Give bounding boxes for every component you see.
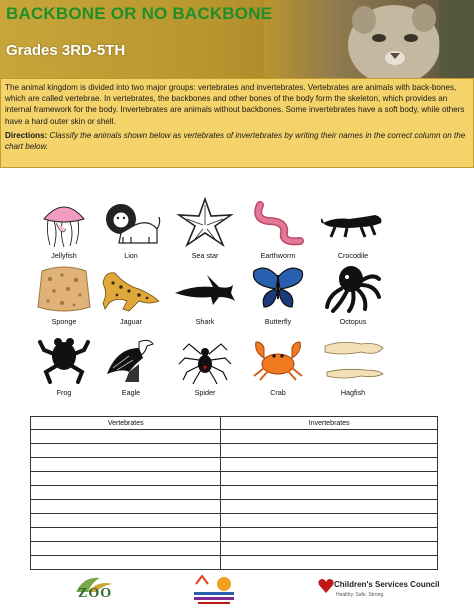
- jaguar-icon: [99, 263, 163, 315]
- table-row: [31, 458, 438, 472]
- table-row: [31, 486, 438, 500]
- eagle-icon: [99, 334, 163, 386]
- vertebrates-header: Vertebrates: [31, 417, 221, 430]
- childrens-services-council-logo: [318, 576, 440, 608]
- animal-card: [163, 197, 247, 267]
- animal-label: Lion: [124, 251, 138, 260]
- directions-label: Directions:: [5, 130, 48, 140]
- invertebrate-cell[interactable]: [221, 458, 438, 472]
- animal-card: [311, 197, 395, 267]
- invertebrate-cell[interactable]: [221, 528, 438, 542]
- table-row: [31, 500, 438, 514]
- animal-label: Hagfish: [340, 388, 366, 397]
- octopus-icon: [321, 263, 385, 315]
- invertebrate-cell[interactable]: [221, 514, 438, 528]
- animal-card: [236, 197, 320, 267]
- vertebrate-cell[interactable]: [31, 528, 221, 542]
- invertebrate-cell[interactable]: [221, 472, 438, 486]
- vertebrate-cell[interactable]: [31, 514, 221, 528]
- animal-label: Frog: [56, 388, 72, 397]
- zoo-wordmark: ZOO: [78, 586, 113, 601]
- table-row: [31, 514, 438, 528]
- hagfish-icon: [321, 334, 385, 386]
- butterfly-icon: [246, 263, 310, 315]
- table-row: [31, 430, 438, 444]
- animal-card: [89, 263, 173, 333]
- vertebrate-cell[interactable]: [31, 458, 221, 472]
- table-row: [31, 556, 438, 570]
- animal-card: [311, 263, 395, 333]
- invertebrates-header: Invertebrates: [221, 417, 438, 430]
- csc-name: Children's Services Council: [334, 580, 440, 589]
- animal-card: [311, 334, 395, 404]
- table-row: [31, 472, 438, 486]
- classification-chart: [30, 416, 438, 570]
- frog-icon: [32, 334, 96, 386]
- animal-label: Sponge: [51, 317, 77, 326]
- page-title: BACKBONE OR NO BACKBONE: [6, 4, 273, 23]
- animal-card: [89, 197, 173, 267]
- animal-label: Sea star: [191, 251, 219, 260]
- animal-label: Crocodile: [337, 251, 369, 260]
- crocodile-icon: [321, 197, 385, 249]
- animal-card: [89, 334, 173, 404]
- animal-label: Eagle: [121, 388, 141, 397]
- intro-box: [0, 78, 474, 168]
- invertebrate-cell[interactable]: [221, 444, 438, 458]
- animal-label: Spider: [194, 388, 216, 397]
- table-row: [31, 528, 438, 542]
- vertebrate-cell[interactable]: [31, 556, 221, 570]
- panther-photo-icon: [264, 0, 474, 78]
- animal-label: Shark: [195, 317, 215, 326]
- table-row: [31, 444, 438, 458]
- intro-paragraph: The animal kingdom is divided into two major groups: vertebrates and invertebrates. Vertebrates are animals with back-bones, which are called vertebrae. In vertebrates, the backbones and other bones of the body form the skeleton, which provides an internal framework for the body. Invertebrates are animals without backbones. Some invertebrates have a soft body, while others have a hard outer skin or shell.: [5, 83, 465, 126]
- invertebrate-cell[interactable]: [221, 486, 438, 500]
- sea-star-icon: [173, 197, 237, 249]
- zoo-logo: [70, 574, 116, 608]
- invertebrate-cell[interactable]: [221, 556, 438, 570]
- invertebrate-cell[interactable]: [221, 430, 438, 444]
- directions: [5, 130, 469, 152]
- animal-label: Jaguar: [120, 317, 142, 326]
- directions-text: Classify the animals shown below as vertebrates of invertebrates by writing their names in the correct column on the chart below.: [5, 130, 466, 152]
- animal-label: Jellyfish: [51, 251, 77, 260]
- chart-header-row: [31, 417, 438, 430]
- spider-icon: [173, 334, 237, 386]
- header-banner: [0, 0, 474, 78]
- table-row: [31, 542, 438, 556]
- animal-card: [236, 334, 320, 404]
- animal-label: Octopus: [339, 317, 367, 326]
- vertebrate-cell[interactable]: [31, 500, 221, 514]
- lion-icon: [99, 197, 163, 249]
- vertebrate-cell[interactable]: [31, 486, 221, 500]
- animal-label: Butterfly: [264, 317, 292, 326]
- csc-tagline: Healthy. Safe. Strong.: [336, 592, 385, 598]
- vertebrate-cell[interactable]: [31, 542, 221, 556]
- vertebrate-cell[interactable]: [31, 444, 221, 458]
- shark-icon: [173, 263, 237, 315]
- sponge-icon: [32, 263, 96, 315]
- invertebrate-cell[interactable]: [221, 500, 438, 514]
- animal-card: [163, 263, 247, 333]
- grade-level: Grades 3RD-5TH: [6, 42, 126, 59]
- vertebrate-cell[interactable]: [31, 472, 221, 486]
- heart-icon: [318, 578, 334, 594]
- animal-card: [163, 334, 247, 404]
- vertebrate-cell[interactable]: [31, 430, 221, 444]
- animal-card: [236, 263, 320, 333]
- animal-label: Crab: [270, 388, 286, 397]
- crab-icon: [246, 334, 310, 386]
- earthworm-icon: [246, 197, 310, 249]
- jellyfish-icon: [32, 197, 96, 249]
- invertebrate-cell[interactable]: [221, 542, 438, 556]
- animal-label: Earthworm: [260, 251, 296, 260]
- prime-time-logo-icon: [190, 574, 238, 608]
- prime-time-logo: [190, 574, 238, 608]
